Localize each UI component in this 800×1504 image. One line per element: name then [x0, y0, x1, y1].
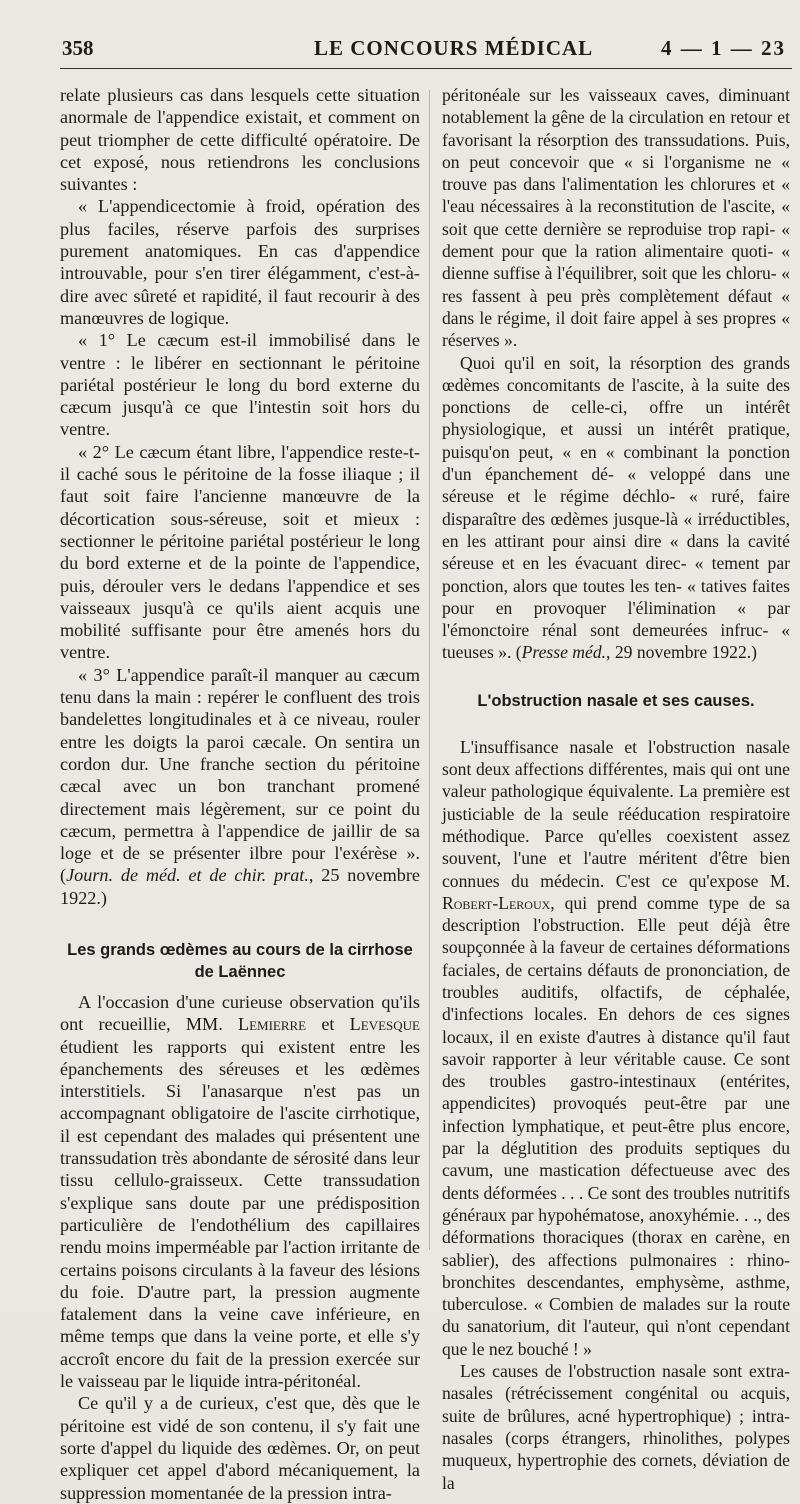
left-column — [60, 84, 420, 1504]
source-citation: Journ. de méd. et de chir. prat. — [66, 865, 309, 886]
journal-title: LE CONCOURS MÉDICAL — [314, 36, 594, 60]
paragraph: péritonéale sur les vaisseaux caves, diminuant notablement la gêne de la circulation en retour et favorisant la résorption des transsudations. Puis, on peut concevoir que « si l'organisme ne « trouve pas dans l'alimentation les chlorures et « l'eau nécessaires à la reconstitution de l'ascite, « soit que cette dernière se reproduise trop rapi- « dement pour que la ration alimentaire quoti- « dienne suffise à l'équilibrer, soit que les chloru- « res fassent à peu près complètement défaut « dans le régime, il doit faire appel à ses propres « réserves ». — [442, 85, 790, 351]
paragraph: « 2° Le cæcum étant libre, l'appendice reste-t-il caché sous le péritoine de la fosse iliaque ; il faut soit faire l'ancienne manœuvre de la décortication sous-séreuse, soit et mieux : sectionner le péritoine pariétal postérieur le long du bord externe et de la pointe de l'appendice, puis, dérouler vers le dedans l'appendice et ses vaisseaux jusqu'à ce qu'ils aient acquis une mobilité suffisante pour être amenés hors du ventre. — [60, 441, 420, 663]
paragraph — [60, 664, 420, 909]
paragraph: « 1° Le cæcum est-il immobilisé dans le ventre : le libérer en sectionnant le péritoine pariétal postérieur le long du bord externe du cæcum jusqu'à ce que l'intestin soit hors du ventre. — [60, 330, 420, 440]
paragraph-text: , qui prend comme type de sa description l'obstruction. Elle peut déjà être soupçonnée à la faveur de certaines déformations faciales, de certains défauts de prononciation, de troubles auditifs, olfactifs, de céphalée, d'infections locales. En dehors de ces signes locaux, il en existe d'autres à distance qu'il faut savoir rapporter à leur véritable cause. Ce sont des troubles gastro-intestinaux (entérites, appendicites) provoqués peut-être par une infection lymphatique, et peut-être plus encore, par la déglutition des produits septiques du cavum, une mastication défectueuse avec des dents déformées . . . Ce sont des troubles nutritifs généraux par hypohématose, anoxyhémie. . ., des déformations thoraciques (thorax en carène, en sablier), des affections pulmonaires : rhino-bronchites descendantes, emphysème, asthme, tuberculose. « Combien de malades sur la route du sanatorium, dit l'auteur, qui n'ont cependant que le nez bouché ! » — [442, 892, 790, 1359]
paragraph: relate plusieurs cas dans lesquels cette situation anormale de l'appendice existait, et comment on peut triompher de cette difficulté opératoire. De cet exposé, nous retiendrons les conclusions suivantes : — [60, 85, 420, 195]
header-rule — [60, 68, 792, 69]
author-name: Lemierre — [237, 1014, 307, 1035]
paragraph-text: étudient les rapports qui existent entre les épanchements des séreuses et les œdèmes interstitiels. Si l'anasarque n'est pas un accompagnant obligatoire de l'ascite cirrhotique, il est cependant des malades qui présentent une transsudation très abondante de sérosité dans leur tissu cellulo-graisseux. Cette transsudation s'explique sans doute par une prédisposition particulière de l'endothélium des capillaires rendu moins imperméable par l'action irritante de certains poisons circulants à la faveur des lésions du foie. D'autre part, la pression augmente fatalement dans la veine cave inférieure, en même temps que dans la veine porte, et elle s'y accroît encore du fait de la pression exercée sur le vaisseau par le liquide intra-péritonéal. — [60, 1036, 420, 1392]
issue-date: 4 — 1 — 23 — [661, 36, 786, 60]
author-name: Levesque — [349, 1014, 420, 1035]
source-citation: Presse méd. — [521, 642, 607, 663]
article-heading-cirrhose: Les grands œdèmes au cours de la cirrhose de Laënnec — [67, 940, 413, 981]
paragraph: « L'appendicectomie à froid, opération des plus faciles, réserve parfois des surprises purement anatomiques. En cas d'appendice introuvable, pour s'en tirer élégamment, c'est-à-dire avec sûreté et rapidité, il faut recourir à des manœuvres de logique. — [60, 196, 420, 328]
paragraph-text: A l'occasion d'une curieuse observation qu'ils ont recueillie, MM. — [60, 991, 420, 1035]
article-heading-obstruction: L'obstruction nasale et ses causes. — [477, 691, 755, 710]
paragraph-text: L'insuffisance nasale et l'obstruction nasale sont deux affections différentes, mais qui ont une valeur pathologique équivalente. La première est justiciable de la seule rééducation respiratoire méthodique. Parce qu'elles coexistent assez souvent, l'une et l'autre méritent d'être bien connues du médecin. C'est ce qu'expose M. — [442, 736, 790, 891]
citation-date: , 25 novembre 1922.) — [60, 865, 420, 908]
column-divider — [429, 90, 430, 1250]
paragraph-text: « 3° L'appendice paraît-il manquer au cæcum tenu dans la main : repérer le confluent des trois bandelettes longitudinales et à ce niveau, rouler entre les doigts la paroi cæcale. On sentira un cordon dur. Une franche section du péritoine cæcal avec un bon tranchant promené directement mais légèrement, sur ce point du cæcum, permettra à l'appendice de jaillir de sa loge et de se présenter ilbre pour l'exérèse ». ( — [60, 664, 420, 886]
paragraph — [442, 352, 790, 664]
paragraph — [60, 991, 420, 1392]
author-name: Robert-Leroux — [442, 892, 551, 913]
paragraph: Les causes de l'obstruction nasale sont extra-nasales (rétrécissement congénital ou acquis, suite de brûlures, acné hypertrophique) ; intra-nasales (corps étrangers, rhinolithes, polypes muqueux, hypertrophie des cornets, déviation de la — [442, 1361, 790, 1493]
paragraph: Ce qu'il y a de curieux, c'est que, dès que le péritoine est vidé de son contenu, il s'y fait une sorte d'appel du liquide des œdèmes. Or, on peut expliquer cet appel d'abord mécaniquement, la suppression momentanée de la pression intra- — [60, 1393, 420, 1503]
paragraph-text: et — [306, 1014, 350, 1035]
right-column — [442, 84, 790, 1494]
paragraph-text: Quoi qu'il en soit, la résorption des grands œdèmes concomitants de l'ascite, à la suite des ponctions de celle-ci, offre un intérêt physiologique, et aussi un intérêt pratique, puisqu'on peut, « en « combinant la ponction d'un épanchement dé- « veloppé dans une séreuse et le régime déchlo- « ruré, faire disparaître des œdèmes jusque-là « irréductibles, en les attirant pour ainsi dire « dans la cavité séreuse et en les évacuant direc- « tement par ponction, alors que toutes les ten- « tatives faites pour en provoquer l'élimination « par l'émonctoire rénal sont demeurées infruc- « tueuses ». ( — [442, 352, 790, 663]
page-number: 358 — [62, 36, 94, 60]
citation-date: , 29 novembre 1922.) — [606, 642, 758, 663]
paragraph — [442, 736, 790, 1360]
page-header — [62, 36, 792, 66]
